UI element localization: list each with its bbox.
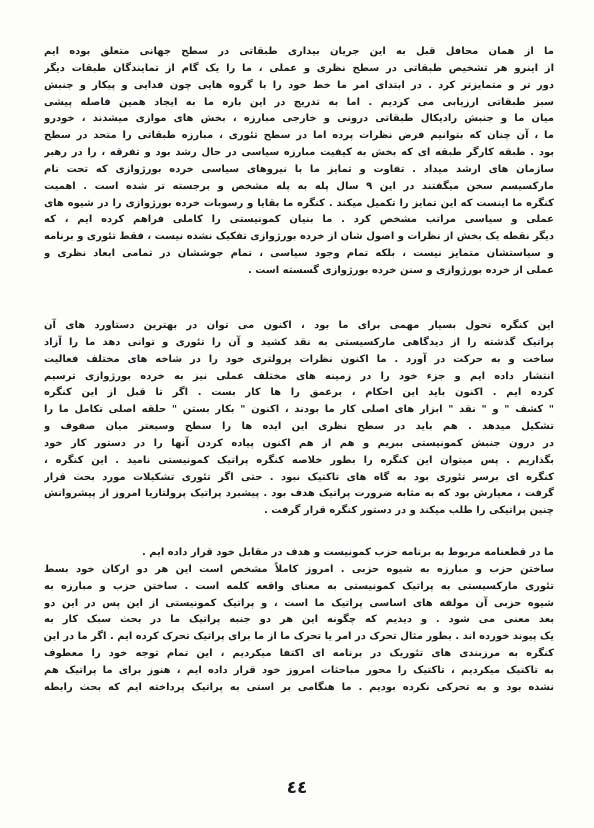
- text-line: بعد معنی می شود . و دیدیم که چگونه این هر دو جنبه پراتیک ما در بحث سبک کار به: [44, 614, 554, 626]
- text-line: کنگره ما اینست که این تمایز را تکمیل میکند . کنگره ما بقایا و رسوبات خرده بورژوازی را در شیوه های: [44, 197, 554, 209]
- text-line: ما از همان محافل قبل به این جریان بیداری طبقاتی در سطح جهانی متعلق بوده ایم: [44, 46, 554, 57]
- text-line: کرده ایم . اکنون باید این احکام ، برعمق را ها کار بست . اگر تا قبل از این کنگره: [44, 387, 554, 399]
- paragraph-2: [44, 318, 554, 520]
- page-number: ٤٤: [286, 778, 308, 798]
- text-line: مارکسیسم سخن میگفتند در این ۹ سال پله به پله مشخص و برجسته تر شده است . اهمیت: [44, 180, 554, 192]
- text-line: ما در قطعنامه مربوط به برنامه حزب کمونیست و هدف در مقابل خود قرار داده ایم .: [141, 547, 554, 558]
- text-line: نشده بود و به تحرکی نکرده بودیم . ما هنگامی بر استی به پراتیک پرداخته ایم که بحث رابطه: [44, 681, 554, 693]
- text-line: بود . طبقه کارگر طبقه ای که بخش به کیفیت مبارزه سیاسی در حال رشد بود و تفرقه ، را در رهبر: [44, 147, 554, 159]
- text-line: بگذاریم . پس میتوان این کنگره را بطور خلاصه کنگره پراتیک کمونیستی نامید . این کنگره ،: [44, 454, 554, 466]
- text-line: " کشف " و " نقد " ابزار های اصلی کار ما بودند ، اکنون " بکار بستن " حلقه اصلی تکامل ما را: [44, 404, 554, 416]
- text-line: میان ما و جنبش رادیکال طبقاتی درونی و خارجی مبارزه ، بخش های موازی میشدند ، خودرو: [44, 113, 554, 125]
- text-line: پراتیک گذشته را از دیدگاهی مارکسیستی به نقد کشید و آن را تئوری و توانی دهد ما را آزاد: [44, 336, 554, 348]
- text-line: دور تر و متمایزتر کرد . در ابتدای امر ما خط خود را با گروه هایی چون فدایی و پیکار و جنبش: [44, 79, 554, 91]
- text-line: تشکیل میدهد . هم باید در سطح نظری این ایده ها را سطح وسیعتر میان صفوف و: [44, 421, 554, 433]
- text-line: تئوری مارکسیستی به پراتیک کمونیستی به معنای واقعه کلمه است . ساختن حزب و مبارزه به: [44, 580, 554, 592]
- text-line: یک پیوند خورده اند . بطور مثال تحرک در امر یا تحرک ما از ما برای پراتیک تحرک کرده ایم . اگر ما در این: [44, 631, 554, 643]
- text-line: چنین پراتیکی را طلب میکند و در دستور کنگره قرار گرفت .: [264, 505, 554, 517]
- paragraph-1: [44, 44, 554, 280]
- text-line: سازمان های ارشد میداد . تفاوت و تمایز ما با نیروهای سیاسی خرده بورژوازی که تحت نام: [44, 163, 554, 175]
- text-line: این کنگره تحول بسیار مهمی برای ما بود ، اکنون می توان در بهترین دستاورد های آن: [44, 320, 554, 331]
- text-line: از اینرو هر تشخیص طبقاتی در سطح نظری و عملی ، ما را یک گام از تمایندگان طبقات دیگر: [44, 62, 554, 74]
- text-line: ساختن حزب و مبارزه به شیوه حزبی . امروز کاملاً مشخص است این هر دو ارکان خود بسط: [44, 563, 554, 575]
- paragraph-3: [44, 545, 554, 697]
- text-line: عملی از خرده بورژوازی و سنن خرده بورژوازی گسسته است .: [248, 264, 554, 276]
- text-line: عملی و سیاسی مراتب مشخص کرد . ما بنیان کمونیستی را کاملی فراهم کرده ایم ، که: [44, 214, 554, 226]
- text-line: دیگر نقطه یک بخش از نظرات و اصول شان از خرده بورژوازی تفکیک نشده نیست ، فقط تئوری و برنامه: [44, 231, 554, 243]
- text-line: انتشار داده ایم و جزء خود را در زمینه های مختلف عملی نیز به خرده بورژوازی ترسیم: [44, 370, 554, 382]
- text-line: به تاکتیک میکردیم ، تاکتیک را محور مباحثات امروز خود قرار داده ایم ، هنوز برای ما پراتیک هم: [44, 664, 554, 676]
- text-line: ما ، آن چنان که بتوانیم فرض نظرات پرده اما در سطح تئوری ، مبارزه طبقاتی را متحد در سطح: [44, 130, 554, 142]
- text-line: کنگره ای برسر تئوری بود به گاه های تاکتیک نبود . حتی اگر تئوری تشکیلات مورد بحث قرار: [44, 471, 554, 483]
- text-line: سبز طبقاتی ارزیابی می کردیم . اما به تدریج در این باره ما به ایجاد همین فاصله پیشی: [44, 96, 554, 108]
- text-line: گرفت ، معیارش بود که به مثابه ضرورت پراتیک هدف بود . پیشبرد پراتیک پرولتاریا امروز از پیشروانش: [44, 488, 554, 500]
- text-line: و سیاستشان متمایز نیست ، بلکه تمام وجود سیاسی ، تمام جوششان در تمامی ابعاد نظری و: [44, 248, 554, 260]
- text-line: کنگره به مرزبندی های تئوریک در برنامه ای اکتفا میکردیم ، این تمام توجه خود را معطوف: [44, 648, 554, 660]
- text-line: ساخت و به حرکت در آورد . ما اکنون نظرات پرولتری خود را در شاخه های مختلف فعالیت: [44, 353, 554, 365]
- text-line: شیوه حزبی آن مولفه های اساسی پراتیک ما است ، و پراتیک کمونیستی از این پس در این دو: [44, 597, 554, 609]
- text-line: در درون جنبش کمونیستی ببریم و هم از هم اکنون پیاده کردن آنها را در دستور کار خود: [44, 437, 554, 449]
